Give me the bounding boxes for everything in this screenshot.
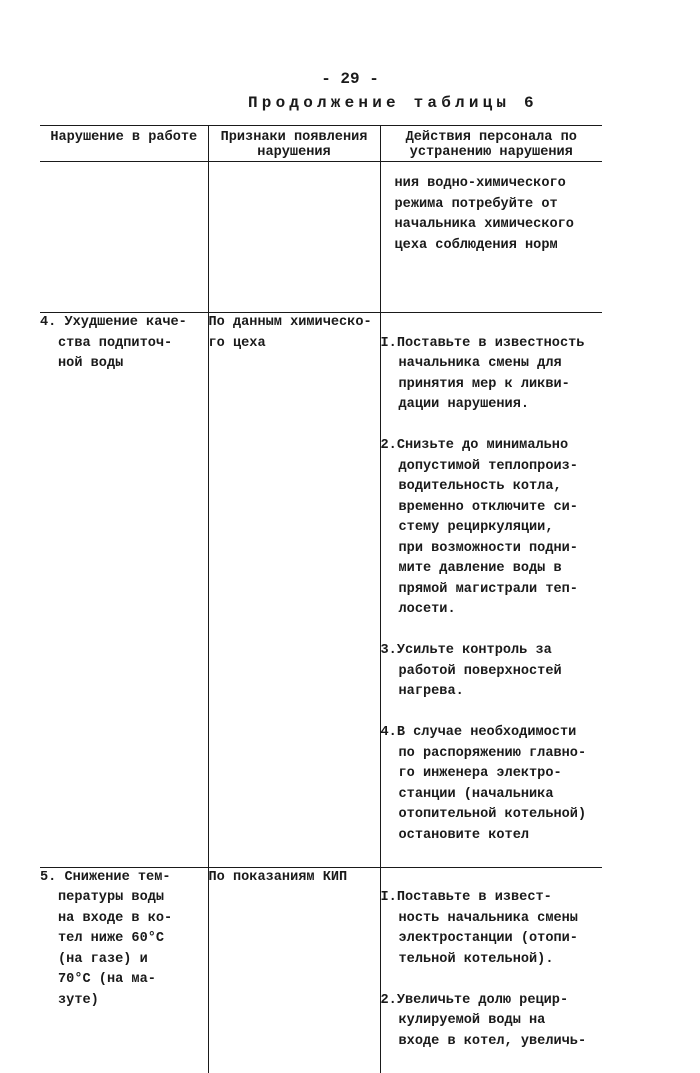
header-signs: Признаки появления нарушения [208,126,380,162]
row-4-violation-text: 4. Ухудшение каче- ства подпиточ- ной воды [40,315,187,371]
continued-action-text: ния водно-химического режима потребуйте от начальника химического цеха соблюдения норм [394,176,574,253]
row-4-actions [380,313,602,868]
action-item: I.Поставьте в известность начальника смены для принятия мер к ликви- дации нарушения. [380,335,585,412]
table-row [40,867,602,1073]
table-row [40,313,602,868]
violations-table [40,125,602,1073]
table-header-row [40,126,602,162]
table-continuation-title: Продолжение таблицы 6 [248,94,538,112]
action-item: I.Поставьте в извест- ность начальника смены электростанции (отопи- тельной котельной). [380,890,578,967]
page-number: - 29 - [321,70,379,88]
row-5-signs: По показаниям КИП [208,867,380,1073]
table-row [40,162,602,313]
row-5-violation-text: 5. Снижение тем- пературы воды на входе в ко- тел ниже 60°С (на газе) и 70°С (на ма- зуте) [40,869,173,1008]
row-continued-signs [208,162,380,313]
row-4-signs: По данным химическо- го цеха [208,313,380,868]
row-4-violation [40,313,208,868]
row-continued-violation [40,162,208,313]
row-5-actions [380,867,602,1073]
action-item: 3.Усильте контроль за работой поверхностей нагрева. [380,643,562,699]
header-actions: Действия персонала по устранению нарушения [380,126,602,162]
action-item: 2.Увеличьте долю рецир- кулируемой воды на входе в котел, увеличь- [380,992,587,1049]
header-violation: Нарушение в работе [40,126,208,162]
row-continued-actions [380,162,602,313]
row-5-violation [40,867,208,1073]
action-item: 4.В случае необходимости по распоряжению главно- го инженера электро- станции (начальника отопительной котельной) остановите котел [380,725,587,843]
action-item: 2.Снизьте до минимально допустимой теплопроиз- водительность котла, временно отключите си- стему рециркуляции, при возможности подни- мите давление воды в прямой магистрали теп- лосети. [380,438,578,617]
